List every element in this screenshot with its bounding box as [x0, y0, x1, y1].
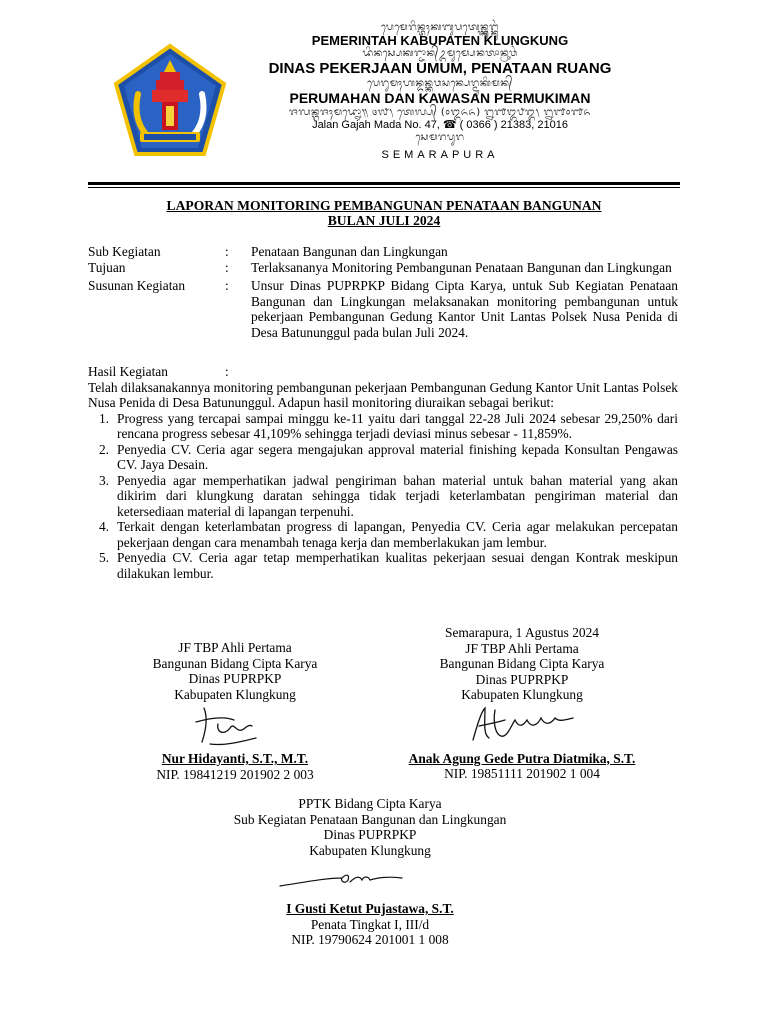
city-name: SEMARAPURA	[381, 149, 499, 161]
field-label: Susunan Kegiatan	[88, 278, 186, 293]
signatory-position: JF TBP Ahli Pertama	[465, 640, 579, 656]
balinese-script-line: ᬧᬾᬭᬸᬫᬄᬳᬦ᭄ᬤᬦ᭄ᬓᬯᬲᬦ᭄ᬧᬾᬭ᭄ᬫᬸᬓᬶᬫᬦ᭄	[367, 78, 513, 89]
field-value: Terlaksananya Monitoring Pembangunan Penataan Bangunan dan Lingkungan	[251, 259, 672, 275]
signatory-position: PPTK Bidang Cipta Karya	[298, 796, 442, 811]
field-value: Penataan Bangunan dan Lingkungan	[251, 244, 448, 259]
handwritten-signature-bottom	[276, 866, 416, 892]
report-title-line1: LAPORAN MONITORING PEMBANGUNAN PENATAAN BANGUNAN	[166, 198, 602, 213]
list-item-number: 4.	[98, 519, 109, 534]
balinese-script-line: ᬧᬾᬫᬾᬭᬶᬦ᭄ᬢᬄᬓᬩᬸᬧᬢᬾᬦ᭄ᬓ᭄ᬮᬸᬗ᭄ᬓᬸᬂ	[380, 22, 500, 33]
field-susunan-kegiatan	[88, 278, 678, 340]
list-item	[88, 519, 678, 550]
results-colon: :	[225, 364, 229, 379]
list-item-text: Penyedia CV. Ceria agar segera mengajukan approval material finishing kepada Konsultan Pengawas CV. Jaya Desain.	[117, 441, 678, 472]
place-and-date: Semarapura, 1 Agustus 2024	[445, 625, 599, 640]
list-item	[88, 411, 678, 442]
list-item	[88, 442, 678, 473]
signatory-nip: NIP. 19841219 201902 2 003	[156, 766, 314, 782]
report-fields	[88, 244, 678, 340]
list-item-number: 1.	[98, 410, 109, 426]
signatory-region: Kabupaten Klungkung	[461, 687, 583, 702]
signatory-name: Anak Agung Gede Putra Diatmika, S.T.	[408, 750, 636, 766]
field-colon: :	[225, 244, 229, 259]
letterhead-divider-thick	[88, 182, 680, 185]
field-label: Tujuan	[88, 259, 126, 275]
government-name: PEMERINTAH KABUPATEN KLUNGKUNG	[311, 33, 569, 48]
signatory-name: Nur Hidayanti, S.T., M.T.	[161, 751, 309, 766]
field-value: Unsur Dinas PUPRPKP Bidang Cipta Karya, untuk Sub Kegiatan Penataan Bangunan dan Lingkungan melaksanakan monitoring pembangunan untuk pekerjaan Pembangunan Gedung Kantor Unit Lantas Polsek Nusa Penida di Desa Batununggul pada bulan Juli 2024.	[251, 278, 678, 340]
report-title	[88, 198, 680, 228]
balinese-script-line: ᬚᬮᬦ᭄ᬕᬚᬄᬫᬤ᭄ᬦᭀ᭟ ᭔᭗᭞ ᬢᬾᬮ᭄ᬧ᭄ (᭐᭓᭖᭖) ᭒᭑᭓᭘᭓᭞ ᭒᭑᭐᭑᭖	[288, 107, 592, 118]
signatory-agency: Dinas PUPRPKP	[323, 827, 417, 842]
signatory-position: Sub Kegiatan Penataan Bangunan dan Lingkungan	[233, 811, 507, 827]
division-name: PERUMAHAN DAN KAWASAN PERMUKIMAN	[289, 90, 591, 106]
signatory-position: JF TBP Ahli Pertama	[178, 640, 292, 655]
list-item-text: Progress yang tercapai sampai minggu ke-11 yaitu dari tanggal 22-28 Juli 2024 sebesar 29,250% dari rencana progress sebesar 41,109% sehingga terjadi deviasi minus sebesar - 11,859%.	[117, 410, 678, 441]
signatory-region: Kabupaten Klungkung	[174, 686, 296, 702]
list-item-number: 3.	[98, 472, 109, 488]
signatory-nip: NIP. 19790624 201001 1 008	[291, 932, 449, 947]
list-item-number: 2.	[98, 441, 109, 457]
balinese-script-line: ᬤᬶᬦᬲ᭄ᬧᬾᬓᬭ᭄ᬚᬵᬦ᭄ᬉᬫᬸᬫ᭄ᬧᬾᬦᬢᬵᬦ᭄ᬭᬸᬯᬂ	[362, 48, 518, 59]
list-item	[88, 473, 678, 520]
field-sub-kegiatan	[88, 244, 678, 260]
signatory-position: Bangunan Bidang Cipta Karya	[152, 655, 318, 671]
results-list	[88, 411, 678, 582]
list-item-text: Penyedia agar memperhatikan jadwal pengiriman bahan material untuk bahan material yang akan dikirim dari klungkung daratan sehingga tidak terjadi keterlambatan pengiriman material dan ketersediaan material di lapangan terpenuhi.	[117, 472, 678, 519]
list-item	[88, 550, 678, 581]
klungkung-emblem-logo	[110, 42, 230, 160]
list-item-text: Terkait dengan keterlambatan progress di lapangan, Penyedia CV. Ceria agar melakukan percepatan pekerjaan dengan cara menambah tenaga kerja dan memberlakukan jam lembur.	[117, 519, 678, 550]
results-section	[88, 364, 678, 581]
field-label: Sub Kegiatan	[88, 244, 161, 259]
field-colon: :	[225, 259, 229, 275]
office-address: Jalan Gajah Mada No. 47, ☎ ( 0366 ) 21383, 21016	[312, 119, 568, 131]
results-heading	[88, 364, 678, 380]
results-label: Hasil Kegiatan	[88, 364, 168, 379]
letterhead	[230, 22, 650, 163]
signatory-rank: Penata Tingkat I, III/d	[310, 916, 430, 932]
letterhead-divider-thin	[88, 187, 680, 188]
results-intro: Telah dilaksanakannya monitoring pembangunan pekerjaan Pembangunan Gedung Kantor Unit Lantas Polsek Nusa Penida di Desa Batununggul. Adapun hasil monitoring diuraikan sebagai berikut:	[88, 379, 678, 410]
signatory-name: I Gusti Ketut Pujastawa, S.T.	[286, 901, 454, 916]
list-item-text: Penyedia CV. Ceria agar tetap memperhatikan kualitas pekerjaan sesuai dengan Kontrak meskipun dilakukan lembur.	[117, 550, 678, 581]
signatory-region: Kabupaten Klungkung	[309, 842, 431, 858]
signatory-agency: Dinas PUPRPKP	[188, 671, 282, 686]
handwritten-signature-left	[190, 702, 270, 750]
signatory-agency: Dinas PUPRPKP	[475, 671, 569, 687]
signatory-position: Bangunan Bidang Cipta Karya	[439, 656, 605, 671]
balinese-script-line: ᬲᬾᬫᬭᬧᬸᬭ	[415, 132, 465, 143]
field-tujuan	[88, 260, 678, 276]
signatory-nip: NIP. 19851111 201902 1 004	[444, 766, 600, 781]
list-item-number: 5.	[98, 550, 109, 565]
field-colon: :	[225, 278, 229, 293]
report-title-line2: BULAN JULI 2024	[327, 213, 441, 228]
department-name: DINAS PEKERJAAN UMUM, PENATAAN RUANG	[268, 60, 612, 77]
handwritten-signature-right	[455, 700, 585, 746]
